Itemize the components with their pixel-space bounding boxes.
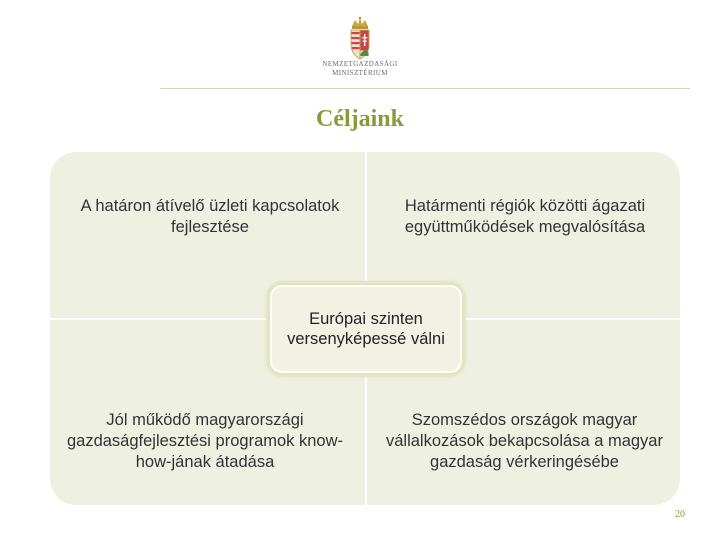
quadrant-top-right: Határmenti régiók közötti ágazati együttműködések megvalósítása — [404, 197, 646, 236]
hungarian-coat-of-arms-logo — [343, 16, 377, 62]
header-divider — [160, 88, 690, 89]
header — [0, 0, 720, 90]
page-number: 20 — [675, 509, 685, 520]
ministry-name — [300, 60, 420, 78]
ministry-line-2: MINISZTÉRIUM — [332, 69, 388, 77]
quadrant-top-left: A határon átívelő üzleti kapcsolatok fejlesztése — [80, 197, 340, 236]
ministry-line-1: NEMZETGAZDASÁGI — [322, 60, 398, 68]
quadrant-bottom-right: Szomszédos országok magyar vállalkozások bekapcsolása a magyar gazdaság vérkeringésébe — [386, 411, 663, 471]
center-goal-text: Európai szinten versenyképessé válni — [287, 310, 445, 348]
quadrant-bottom-left: Jól működő magyarországi gazdaságfejlesztési programok know-how-jának átadása — [66, 411, 344, 471]
slide-title: Céljaink — [315, 106, 404, 132]
center-goal-box — [270, 285, 462, 373]
